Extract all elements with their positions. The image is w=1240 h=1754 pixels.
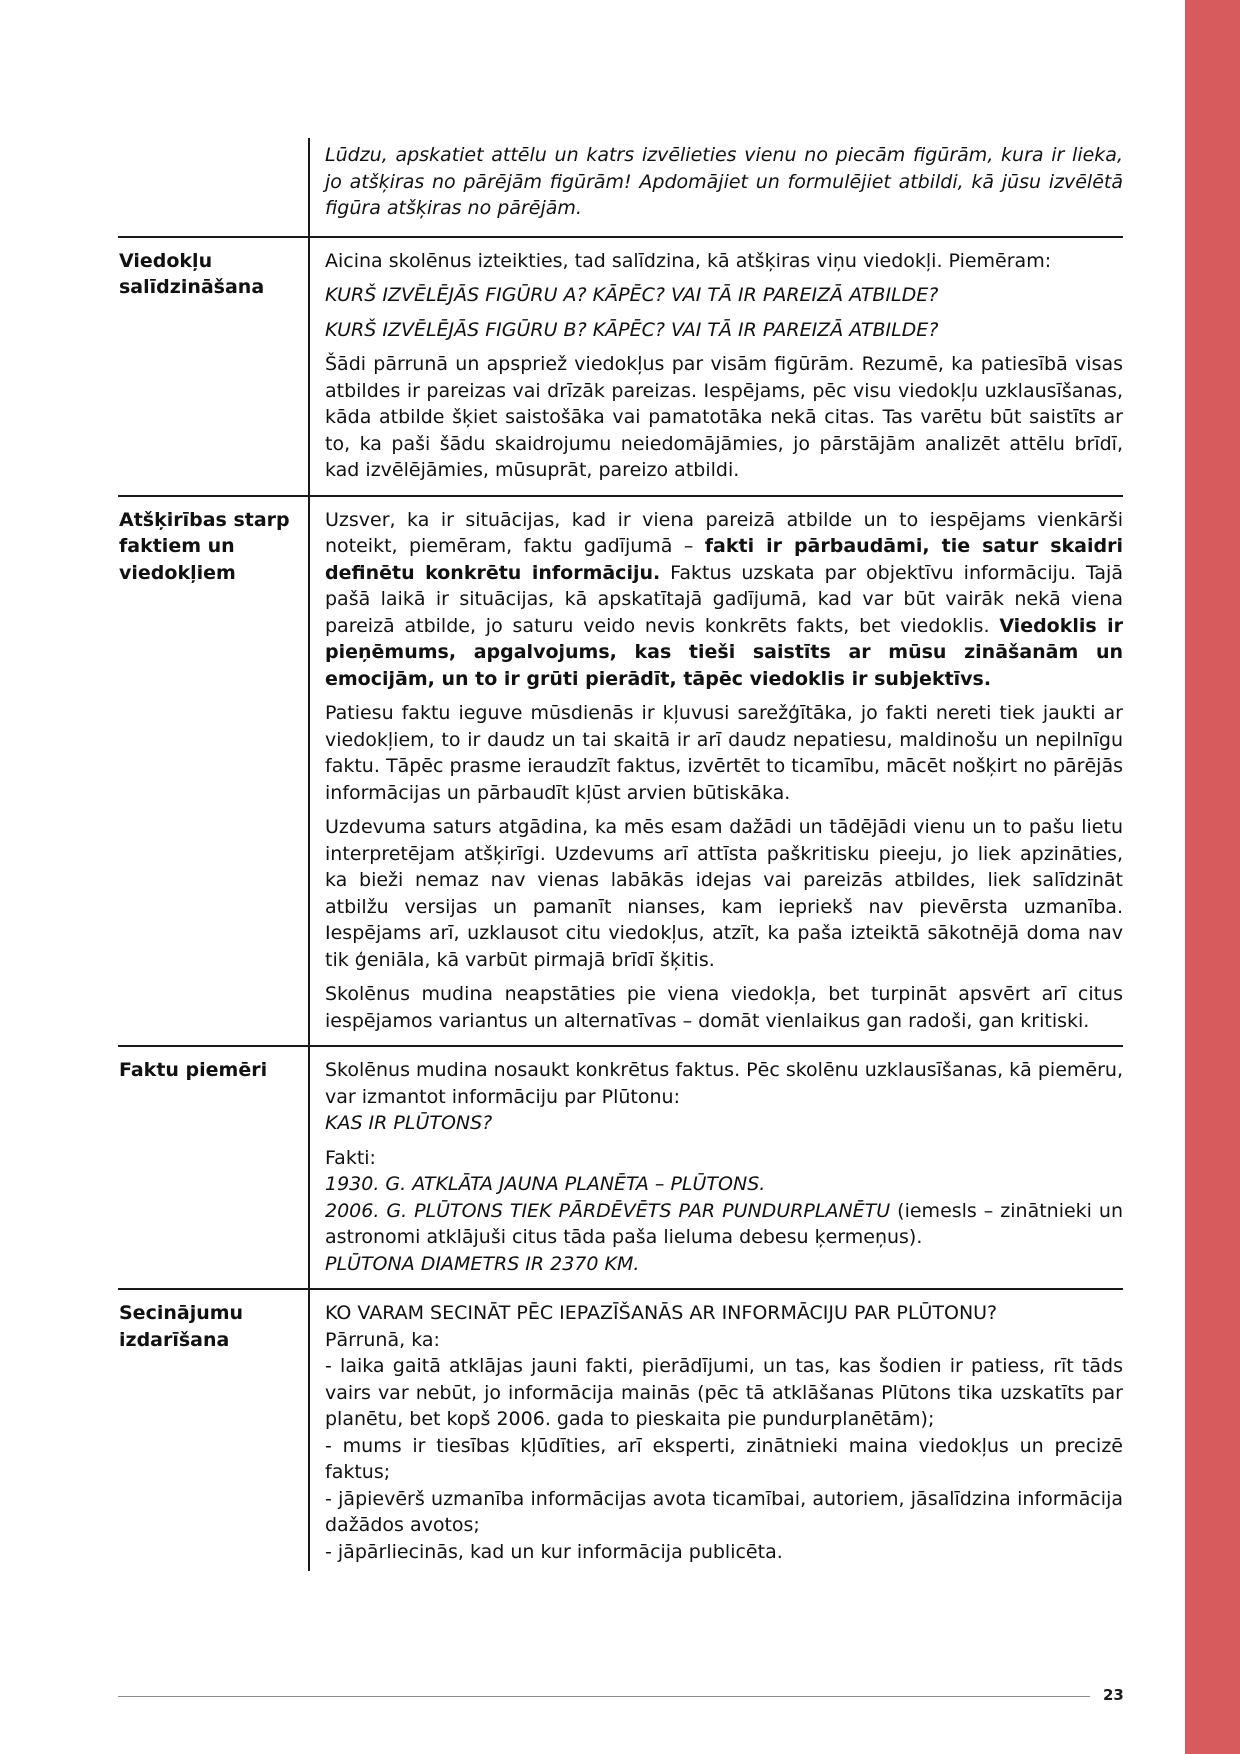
question-text: KURŠ IZVĒLĒJĀS FIGŪRU B? KĀPĒC? VAI TĀ IR PAREIZĀ ATBILDE? <box>325 318 939 341</box>
bold-text: fakti ir pārbaudāmi, tie satur skaidri definētu konkrētu informāciju. <box>325 535 1123 584</box>
section-atskiribas <box>118 495 1123 1046</box>
fact-item <box>325 1198 1123 1251</box>
fact-note: (iemesls – zinātnieki un astronomi atklājuši citus tāda paša lieluma debesu ķermeņus). <box>325 1199 1124 1248</box>
paragraph: Uzdevuma saturs atgādina, ka mēs esam dažādi un tādējādi vienu un to pašu lietu interpretējam atšķirīgi. Uzdevums arī attīsta paškritisku pieeju, jo liek apzināties, ka bieži nemaz nav vienas labākās idejas vai pareizās atbildes, liek salīdzināt atbilžu versijas un pamanīt nianses, kam iepriekš nav pievērsta uzmanība. Iespējams arī, uzklausot citu viedokļus, atzīt, ka paša izteiktā sākotnējā doma nav tik ģeniāla, kā varbūt pirmajā brīdī šķitis. <box>325 816 1123 971</box>
list-item: - jāpievērš uzmanība informācijas avota ticamībai, autoriem, jāsalīdzina informācija dažādos avotos; <box>325 1487 1123 1536</box>
section-label: Atšķirības starp faktiem un viedokļiem <box>119 508 290 584</box>
paragraph <box>325 507 1123 693</box>
paragraph: Skolēnus mudina nosaukt konkrētus faktus. Pēc skolēnu uzklausīšanas, kā piemēru, var izmantot informāciju par Plūtonu: <box>325 1059 1123 1108</box>
intro-row <box>118 138 1123 236</box>
facts-label: Fakti: <box>325 1146 376 1169</box>
section-body <box>308 238 1123 495</box>
fact-item: 1930. G. ATKLĀTA JAUNA PLANĒTA – PLŪTONS. <box>325 1173 766 1195</box>
section-secinajumu <box>118 1288 1123 1571</box>
side-color-bar <box>1185 0 1240 1754</box>
list-item: - jāpārliecinās, kad un kur informācija publicēta. <box>325 1540 783 1563</box>
text-span: Faktus uzskata par objektīvu informāciju. Tajā pašā laikā ir situācijas, kā apskatītajā gadījumā, kad var būt vairāk nekā viena pareizā atbilde, jo saturu veido nevis konkrēts fakts, bet viedoklis. <box>325 561 1123 637</box>
intro-cell <box>308 138 1123 236</box>
methodology-table <box>118 138 1123 1571</box>
page-number: 23 <box>1103 1686 1124 1704</box>
intro-label-cell <box>118 138 308 236</box>
paragraph: Patiesu faktu ieguve mūsdienās ir kļuvusi sarežģītāka, jo fakti nereti tiek jaukti ar viedokļiem, to ir daudz un tai skaitā ir arī daudz nepatiesu, maldinošu un nepilnīgu faktu. Tāpēc prasme ieraudzīt faktus, izvērtēt to ticamību, mācēt nošķirt no pārējās informācijas un pārbaudīt kļūst arvien būtiskāka. <box>325 702 1123 804</box>
intro-text: Lūdzu, apskatiet attēlu un katrs izvēlieties vienu no piecām figūrām, kura ir lieka, jo atšķiras no pārējām figūrām! Apdomājiet un formulējiet atbildi, kā jūsu izvēlētā figūra atšķiras no pārējām. <box>325 144 1123 219</box>
paragraph: Pārrunā, ka: <box>325 1328 440 1351</box>
section-viedoklu <box>118 236 1123 495</box>
fact-text: 2006. G. PLŪTONS TIEK PĀRDĒVĒTS PAR PUNDURPLANĒTU <box>325 1199 891 1222</box>
question-text: KAS IR PLŪTONS? <box>325 1112 493 1134</box>
footer-rule <box>118 1696 1090 1697</box>
list-item: - mums ir tiesības kļūdīties, arī eksperti, zinātnieki maina viedokļus un precizē faktus; <box>325 1434 1123 1483</box>
bold-text: Viedoklis ir pieņēmums, apgalvojums, kas tieši saistīts ar mūsu zināšanām un emocijām, un to ir grūti pierādīt, tāpēc viedoklis ir subjektīvs. <box>325 614 1123 690</box>
paragraph: Aicina skolēnus izteikties, tad salīdzina, kā atšķiras viņu viedokļi. Piemēram: <box>325 249 1052 272</box>
text-span: Uzsver, ka ir situācijas, kad ir viena pareizā atbilde un to iespējams vienkārši noteikt, piemēram, faktu gadījumā – <box>325 508 1123 557</box>
paragraph: Šādi pārrunā un apspriež viedokļus par visām figūrām. Rezumē, ka patiesībā visas atbildes ir pareizas vai drīzāk pareizas. Iespējams, pēc visu viedokļu uzklausīšanas, kāda atbilde šķiet saistošāka vai pamatotāka nekā citas. Tas varētu būt saistīts ar to, ka paši šādu skaidrojumu neiedomājāmies, jo pārstājām analizēt attēlu brīdī, kad izvēlējāmies, mūsuprāt, pareizo atbildi. <box>325 353 1123 481</box>
question-text: KURŠ IZVĒLĒJĀS FIGŪRU A? KĀPĒC? VAI TĀ IR PAREIZĀ ATBILDE? <box>325 284 939 306</box>
section-heading: KO VARAM SECINĀT PĒC IEPAZĪŠANĀS AR INFORMĀCIJU PAR PLŪTONU? <box>325 1302 998 1324</box>
fact-item: PLŪTONA DIAMETRS IR 2370 KM. <box>325 1252 640 1275</box>
section-label: Secinājumu izdarīšana <box>119 1302 244 1351</box>
section-body <box>308 1290 1123 1571</box>
list-item: - laika gaitā atklājas jauni fakti, pierādījumi, un tas, kas šodien ir patiess, rīt tāds vairs var nebūt, jo informācija mainās (pēc tā atklāšanas Plūtons tika uzskatīts par planētu, bet kopš 2006. gada to pieskaita pie pundurplanētām); <box>325 1355 1123 1430</box>
section-body <box>308 497 1123 1046</box>
section-label: Viedokļu salīdzināšana <box>119 249 265 298</box>
paragraph: Skolēnus mudina neapstāties pie viena viedokļa, bet turpināt apsvērt arī citus iespējamos variantus un alternatīvas – domāt vienlaikus gan radoši, gan kritiski. <box>325 983 1123 1032</box>
section-body <box>308 1047 1123 1288</box>
section-label: Faktu piemēri <box>119 1059 268 1081</box>
section-faktu <box>118 1045 1123 1288</box>
